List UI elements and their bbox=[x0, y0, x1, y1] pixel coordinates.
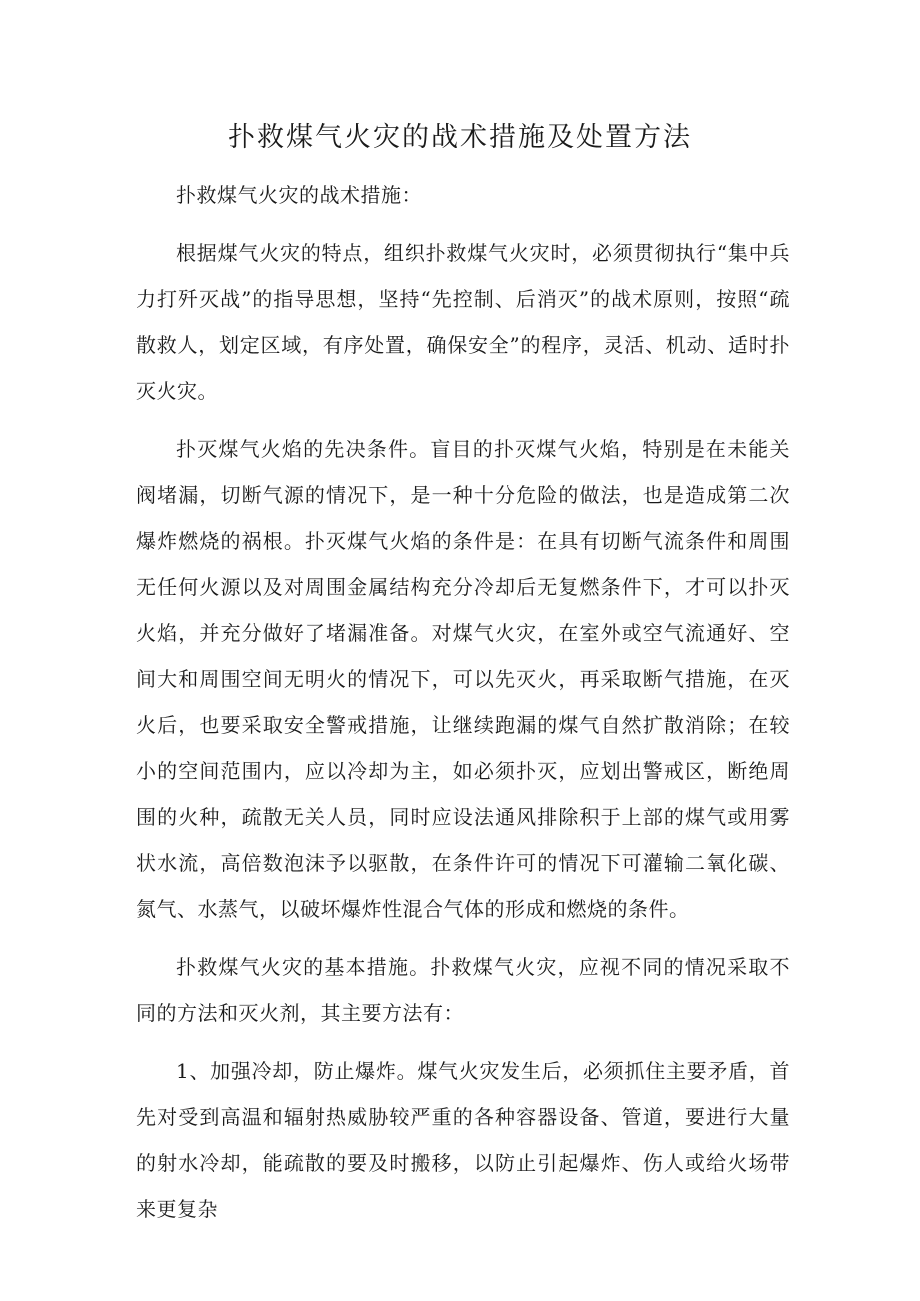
document-body bbox=[136, 172, 790, 1232]
document-title: 扑救煤气火灾的战术措施及处置方法 bbox=[228, 122, 692, 153]
paragraph-principles: 根据煤气火灾的特点，组织扑救煤气火灾时，必须贯彻执行“集中兵力打歼灭战”的指导思想，坚持“先控制、后消灭”的战术原则，按照“疏散救人，划定区域，有序处置，确保安全”的程序，灵活、机动、适时扑灭火灾。 bbox=[136, 241, 790, 403]
paragraph-preconditions: 扑灭煤气火焰的先决条件。盲目的扑灭煤气火焰，特别是在未能关阀堵漏，切断气源的情况下，是一种十分危险的做法，也是造成第二次爆炸燃烧的祸根。扑灭煤气火焰的条件是：在具有切断气流条件和周围无任何火源以及对周围金属结构充分冷却后无复燃条件下，才可以扑灭火焰，并充分做好了堵漏准备。对煤气火灾，在室外或空气流通好、空间大和周围空间无明火的情况下，可以先灭火，再采取断气措施，在灭火后，也要采取安全警戒措施，让继续跑漏的煤气自然扩散消除；在较小的空间范围内，应以冷却为主，如必须扑灭，应划出警戒区，断绝周围的火种，疏散无关人员，同时应设法通风排除积于上部的煤气或用雾状水流，高倍数泡沫予以驱散，在条件许可的情况下可灌输二氧化碳、氮气、水蒸气，以破坏爆炸性混合气体的形成和燃烧的条件。 bbox=[136, 437, 790, 921]
paragraph-cooling: 1、加强冷却，防止爆炸。煤气火灾发生后，必须抓住主要矛盾，首先对受到高温和辐射热威胁较严重的各种容器设备、管道，要进行大量的射水冷却，能疏散的要及时搬移，以防止引起爆炸、伤人或给火场带来更复杂 bbox=[136, 1059, 790, 1221]
paragraph-tactics-heading: 扑救煤气火灾的战术措施： bbox=[176, 183, 422, 207]
paragraph-basic-measures: 扑救煤气火灾的基本措施。扑救煤气火灾，应视不同的情况采取不同的方法和灭火剂，其主要方法有： bbox=[136, 955, 790, 1025]
